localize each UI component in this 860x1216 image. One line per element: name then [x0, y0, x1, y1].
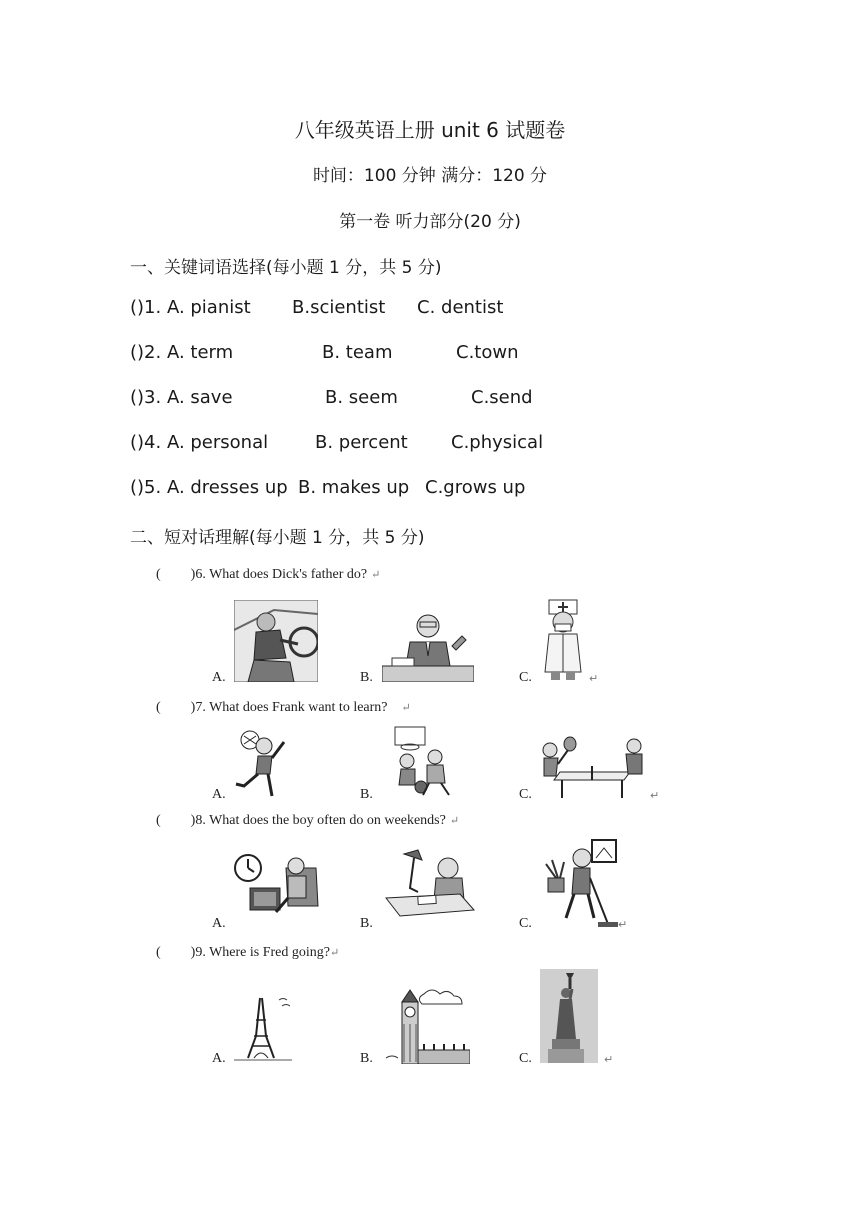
q7-label-b: B.: [360, 787, 373, 802]
question-1-b: B.scientist: [292, 297, 386, 318]
q9-label-c: C.: [519, 1051, 532, 1066]
return-mark: ↵: [604, 1053, 614, 1066]
question-2-c: C.town: [456, 342, 519, 363]
return-mark: ↵: [589, 672, 599, 685]
q9-label-b: B.: [360, 1051, 373, 1066]
question-1: [130, 297, 251, 318]
answer-paren: (: [156, 700, 161, 715]
q6-label-c: C.: [519, 670, 532, 685]
office-worker-picture: [382, 606, 474, 682]
part-title: 第一卷 听力部分(20 分): [339, 212, 521, 232]
q7-label-a: A.: [212, 787, 226, 802]
question-5-c: C.grows up: [425, 477, 526, 498]
question-7-text: )7. What does Frank want to learn?: [190, 700, 388, 715]
question-2-b: B. team: [322, 342, 393, 363]
basketball-picture: [385, 725, 461, 797]
page-title: 八年级英语上册 unit 6 试题卷: [294, 118, 566, 142]
return-mark: ↵: [371, 569, 381, 581]
question-2-a: ()2. A. term: [130, 342, 234, 363]
q6-label-b: B.: [360, 670, 373, 685]
question-6-text: )6. What does Dick's father do?: [190, 567, 368, 582]
return-mark: ↵: [650, 789, 660, 802]
question-3-a: ()3. A. save: [130, 387, 233, 408]
q7-label-c: C.: [519, 787, 532, 802]
answer-paren: (: [156, 567, 161, 582]
q9-label-a: A.: [212, 1051, 226, 1066]
question-3-c: C.send: [471, 387, 533, 408]
question-1-c: C. dentist: [417, 297, 504, 318]
question-9-text: )9. Where is Fred going?: [190, 945, 330, 960]
question-3-b: B. seem: [325, 387, 398, 408]
watching-tv-picture: [232, 850, 320, 920]
big-ben-picture: [384, 988, 470, 1064]
q6-label-a: A.: [212, 670, 226, 685]
section1-heading: 一、关键词语选择(每小题 1 分，共 5 分): [130, 258, 442, 278]
studying-desk-picture: [384, 848, 476, 928]
q8-label-a: A.: [212, 916, 226, 931]
section2-heading: 二、短对话理解(每小题 1 分，共 5 分): [130, 528, 425, 548]
driver-picture: [234, 600, 318, 682]
question-4-a: ()4. A. personal: [130, 432, 269, 453]
question-8-text: )8. What does the boy often do on weekends?: [190, 813, 446, 828]
q8-label-b: B.: [360, 916, 373, 931]
question-9: [156, 945, 339, 961]
answer-paren: (: [156, 813, 161, 828]
answer-paren: (: [156, 945, 161, 960]
question-6: [156, 567, 380, 583]
return-mark: ↵: [449, 815, 460, 827]
soccer-picture: [232, 728, 288, 800]
return-mark: ↵: [330, 947, 340, 959]
question-1-a: ()1. A. pianist: [130, 297, 251, 318]
time-info: 时间：100 分钟 满分：120 分: [312, 166, 548, 186]
question-7: [156, 700, 411, 716]
return-mark: ↵: [618, 918, 628, 931]
return-mark: ↵: [401, 702, 411, 714]
cleaning-picture: [542, 838, 620, 930]
q8-label-c: C.: [519, 916, 532, 931]
question-4-b: B. percent: [315, 432, 408, 453]
question-5-b: B. makes up: [298, 477, 410, 498]
question-8: [156, 813, 459, 829]
statue-of-liberty-picture: [540, 969, 598, 1063]
question-5-a: ()5. A. dresses up: [130, 477, 288, 498]
ping-pong-picture: [538, 736, 646, 800]
question-4-c: C.physical: [451, 432, 544, 453]
eiffel-tower-picture: [234, 996, 294, 1062]
doctor-picture: [541, 598, 589, 682]
